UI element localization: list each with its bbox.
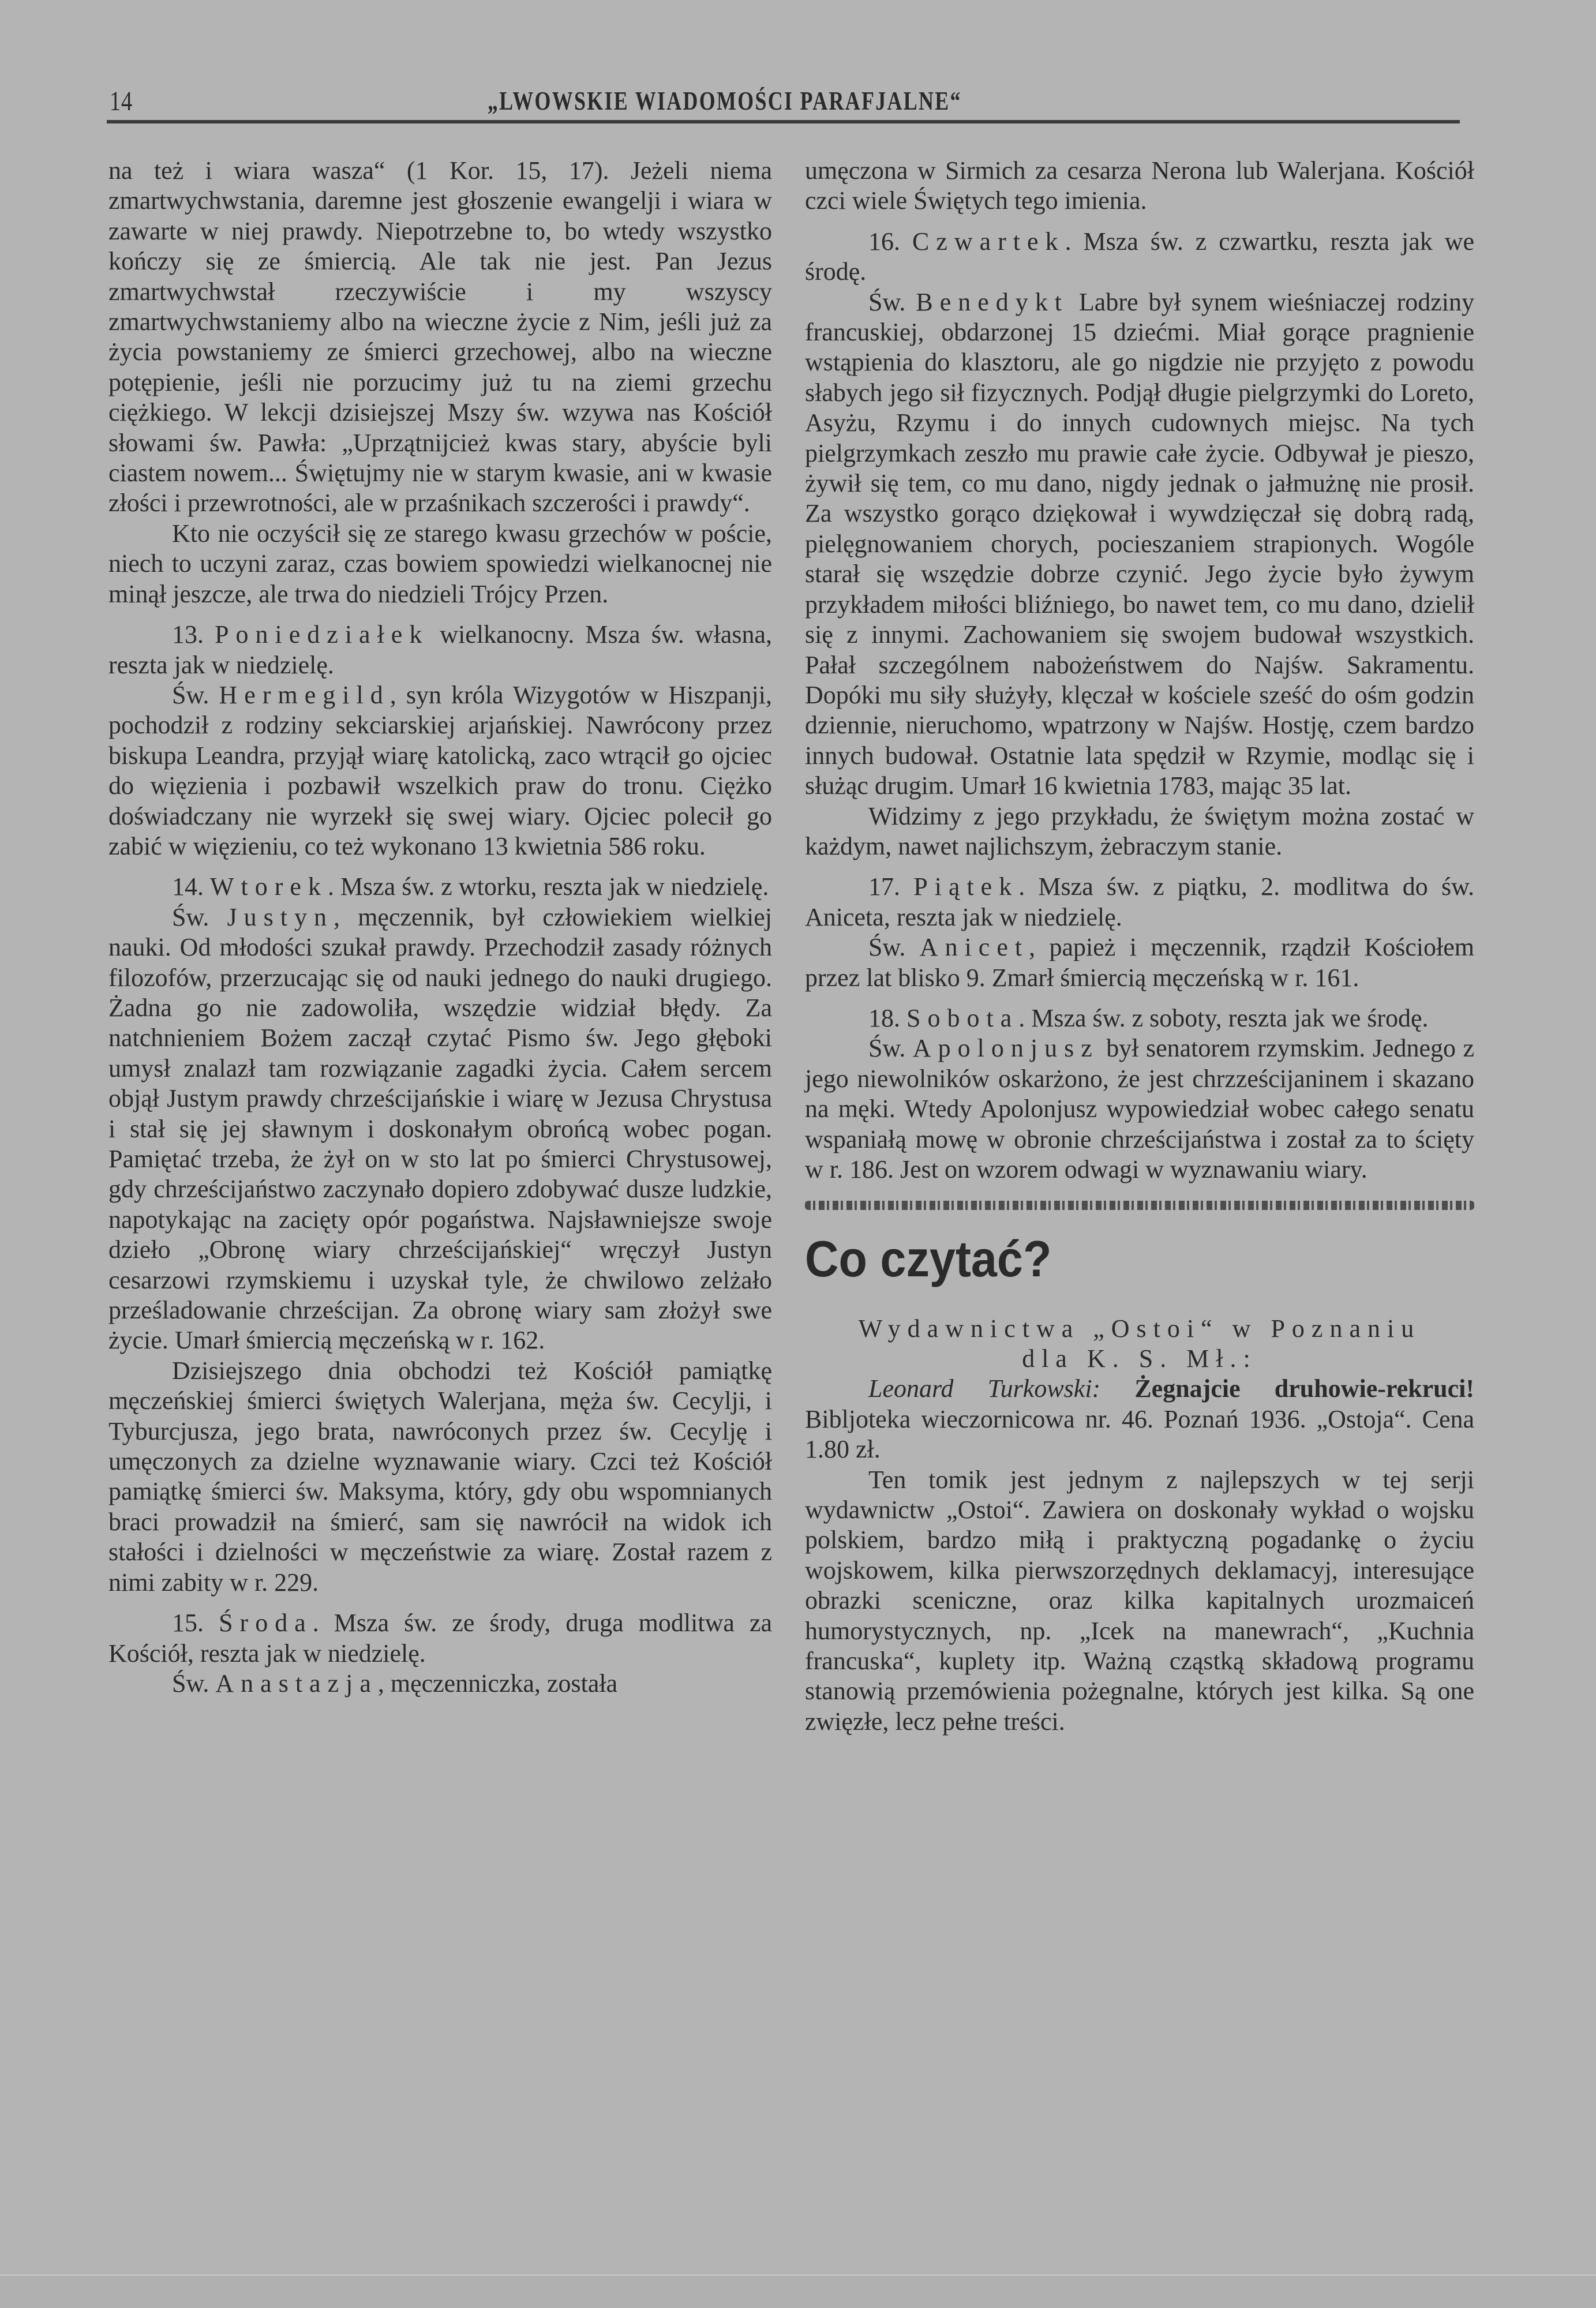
day-name: Środa <box>219 1609 313 1638</box>
ornamental-divider <box>805 1201 1474 1210</box>
book-review: Ten tomik jest jednym z najlepszych w tej serji wydawnictw „Ostoi“. Zawiera on doskonały wykład o wojsku polskiem, bardzo miłą i praktyczną pogadankę o życiu wojskowem, kilka pierwszorzędnych deklamacyj, interesujące obrazki sceniczne, oraz kilka kapitalnych urozmaiceń humorystycznych, np. „Icek na manewrach“, „Kuchnia francuska“, kuplety itp. Ważną cząstką składową programu stanowią przemówienia pożegnalne, których jest kilka. Są one zwięzłe, lecz pełne treści. <box>805 1465 1474 1736</box>
saint-name: Justyn <box>227 902 334 931</box>
day-entry-16: 16. Czwartek. Msza św. z czwartku, reszta jak we środę. <box>805 227 1475 286</box>
day-entry-15: 15. Środa. Msza św. ze środy, druga modlitwa za Kościół, reszta jak w niedzielę. <box>108 1609 773 1668</box>
running-title: „LWOWSKIE WIADOMOŚCI PARAFJALNE“ <box>488 86 962 115</box>
book-author: Leonard Turkowski: <box>868 1374 1101 1403</box>
page-number: 14 <box>110 86 133 117</box>
book-reference <box>805 1374 1474 1464</box>
day-name: Wtorek <box>210 872 328 901</box>
left-column <box>108 156 772 1699</box>
day-name: Piątek <box>913 872 1019 901</box>
saint-name: Anastazja <box>215 1669 378 1698</box>
paragraph-valerian: Dzisiejszego dnia obchodzi też Kościół pamiątkę męczeńskiej śmierci świętych Walerjana, męża św. Cecylji, i Tyburcjusza, jego brata, nawróconych przez św. Cecylję i umęczonych za dzielne wyznawanie wiary. Czci też Kościół pamiątkę śmierci św. Maksyma, który, gdy obu wspomnianych braci prowadził na śmierć, sam się nawrócił na widok ich stałości i dzielności w męczeństwie za wiarę. Został razem z nimi zabity w r. 229. <box>108 1356 772 1597</box>
day-name: Czwartek <box>912 227 1065 256</box>
saint-name: Apolonjusz <box>912 1034 1099 1063</box>
publisher-line-2: dla K. S. Mł.: <box>1022 1344 1257 1373</box>
page-header <box>107 81 1460 121</box>
publisher-line-1: Wydawnictwa „Ostoi“ w Poznaniu <box>858 1314 1421 1343</box>
paragraph-example: Widzimy z jego przykładu, że świętym można zostać w każdym, nawet najlichszym, żebraczym stanie. <box>805 801 1474 860</box>
paragraph-confession: Kto nie oczyścił się ze starego kwasu grzechów w poście, niech to uczyni zaraz, czas bowiem spowiedzi wielkanocnej nie minął jeszcze, ale trwa do niedzieli Trójcy Przen. <box>108 519 772 608</box>
saint-entry-justyn: Św. Justyn, męczennik, był człowiekiem wielkiej nauki. Od młodości szukał prawdy. Przechodził zasady różnych filozofów, przerzucając się od nauki jednego do nauki drugiego. Żadna go nie zadowoliła, wszędzie widział błędy. Za natchnieniem Bożem zaczął czytać Pismo św. Jego głęboki umysł znalazł tam rozwiązanie zagadki życia. Całem sercem objął Justym prawdy chrześcijańskie i wiarę w Jezusa Chrystusa i stał się jej sławnym i doskonałym obrońcą wobec pogan. Pamiętać trzeba, że żył on w sto lat po śmierci Chrystusowej, gdy chrześcijaństwo zaczynało dopiero zdobywać dusze ludzkie, napotykając na zacięty opór pogaństwa. Najsławniejsze swoje dzieło „Obronę wiary chrześcijańskiej“ wręczył Justyn cesarzowi rzymskiemu i uzyskał tyle, że chwilowo zelżało prześladowanie chrześcijan. Za obronę wiary sam złożył swe życie. Umarł śmiercią męczeńską w r. 162. <box>108 902 772 1355</box>
saint-name: Benedykt <box>916 287 1069 316</box>
saint-entry-anastazja: Św. Anastazja, męczenniczka, została <box>172 1669 618 1698</box>
paragraph-resurrection: na też i wiara wasza“ (1 Kor. 15, 17). Jeżeli niema zmartwychwstania, daremne jest głoszenie ewangelji i wiara w zawarte w niej prawdy. Niepotrzebne to, bo wtedy wszystko kończy się ze śmiercią. Ale tak nie jest. Pan Jezus zmartwychwstał rzeczywiście i my wszyscy zmartwychwstaniemy albo na wieczne życie z Nim, jeśli już za życia powstaniemy ze śmierci grzechowej, albo na wieczne potępienie, jeśli nie porzucimy już tu na ziemi grzechu ciężkiego. W lekcji dzisiejszej Mszy św. wzywa nas Kościół słowami św. Pawła: „Uprzątnijcież kwas stary, abyście byli ciastem nowem... Świętujmy nie w starym kwasie, ani w kwasie złości i przewrotności, ale w przaśnikach szczerości i prawdy“. <box>108 156 772 518</box>
header-rule <box>107 120 1460 123</box>
book-title: Żegnajcie druhowie-rekruci! <box>1100 1374 1475 1403</box>
page-edge <box>0 2275 1596 2308</box>
book-details: Bibljoteka wieczornicowa nr. 46. Poznań 1936. „Ostoja“. Cena 1.80 zł. <box>805 1404 1474 1464</box>
day-entry-14: 14. Wtorek. Msza św. z wtorku, reszta jak w niedzielę. <box>172 872 769 901</box>
right-column <box>805 156 1474 1737</box>
saint-entry-anicet: Św. Anicet, papież i męczennik, rządził Kościołem przez lat blisko 9. Zmarł śmiercią męczeńską w r. 161. <box>805 933 1474 992</box>
day-entry-18: 18. Sobota. Msza św. z soboty, reszta jak we środę. <box>868 1003 1429 1032</box>
saint-name: Anicet <box>919 933 1029 962</box>
paragraph-anastazja-cont: umęczona w Sirmich za cesarza Nerona lub Walerjana. Kościół czci wiele Świętych tego imienia. <box>805 156 1474 215</box>
day-entry-17: 17. Piątek. Msza św. z piątku, 2. modlitwa do św. Aniceta, reszta jak w niedzielę. <box>805 872 1474 931</box>
saint-entry-hermegild: Św. Hermegild, syn króla Wizygotów w Hiszpanji, pochodził z rodziny sekciarskiej arjańskiej. Nawrócony przez biskupa Leandra, przyjął wiarę katolicką, zaco wtrącił go ojciec do więzienia i pozbawił wszelkich praw do tronu. Ciężko doświadczany nie wyrzekł się swej wiary. Ojciec polecił go zabić w więzieniu, co też wykonano 13 kwietnia 586 roku. <box>108 680 773 860</box>
saint-name: Hermegild <box>219 680 390 709</box>
saint-entry-benedykt: Św. Benedykt Labre był synem wieśniaczej rodziny francuskiej, obdarzonej 15 dziećmi. Miał gorące pragnienie wstąpienia do klasztoru, ale go nigdzie nie przyjęto z powodu słabych jego sił fizycznych. Podjął długie pielgrzymki do Loreto, Asyżu, Rzymu i do innych cudownych miejsc. Na tych pielgrzymkach zeszło mu prawie całe życie. Odbywał je pieszo, żywił się tem, co mu dano, nigdy jednak o jałmużnę nie prosił. Za wszystko gorąco dziękował i wywdzięczał się dobrą radą, pielęgnowaniem chorych, pocieszaniem strapionych. Wogóle starał się wszędzie dobrze czynić. Jego życie było żywym przykładem miłości bliźniego, bo nawet tem, co mu dano, dzielił się z innymi. Zachowaniem się swojem budował wszystkich. Pałał szczególnem nabożeństwem do Najśw. Sakramentu. Dopóki mu siły służyły, klęczał w kościele sześć do ośm godzin dziennie, nieruchomo, wpatrzony w Najśw. Hostję, czem bardzo innych budował. Ostatnie lata spędził w Rzymie, modląc się i służąc drugim. Umarł 16 kwietnia 1783, mając 35 lat. <box>805 287 1474 800</box>
day-name: Poniedziałek <box>215 620 429 649</box>
saint-entry-apolonjusz: Św. Apolonjusz był senatorem rzymskim. Jednego z jego niewolników oskarżono, że jest chrzześcijaninem i skazano na męki. Wtedy Apolonjusz wypowiedział wobec całego senatu wspaniałą mowę w obronie chrześcijaństwa i został za to ścięty w r. 186. Jest on wzorem odwagi w wyznawaniu wiary. <box>805 1034 1474 1183</box>
section-title: Co czytać? <box>805 1230 1052 1288</box>
day-entry-13: 13. Poniedziałek wielkanocny. Msza św. własna, reszta jak w niedzielę. <box>108 620 773 679</box>
day-name: Sobota <box>906 1003 1019 1032</box>
